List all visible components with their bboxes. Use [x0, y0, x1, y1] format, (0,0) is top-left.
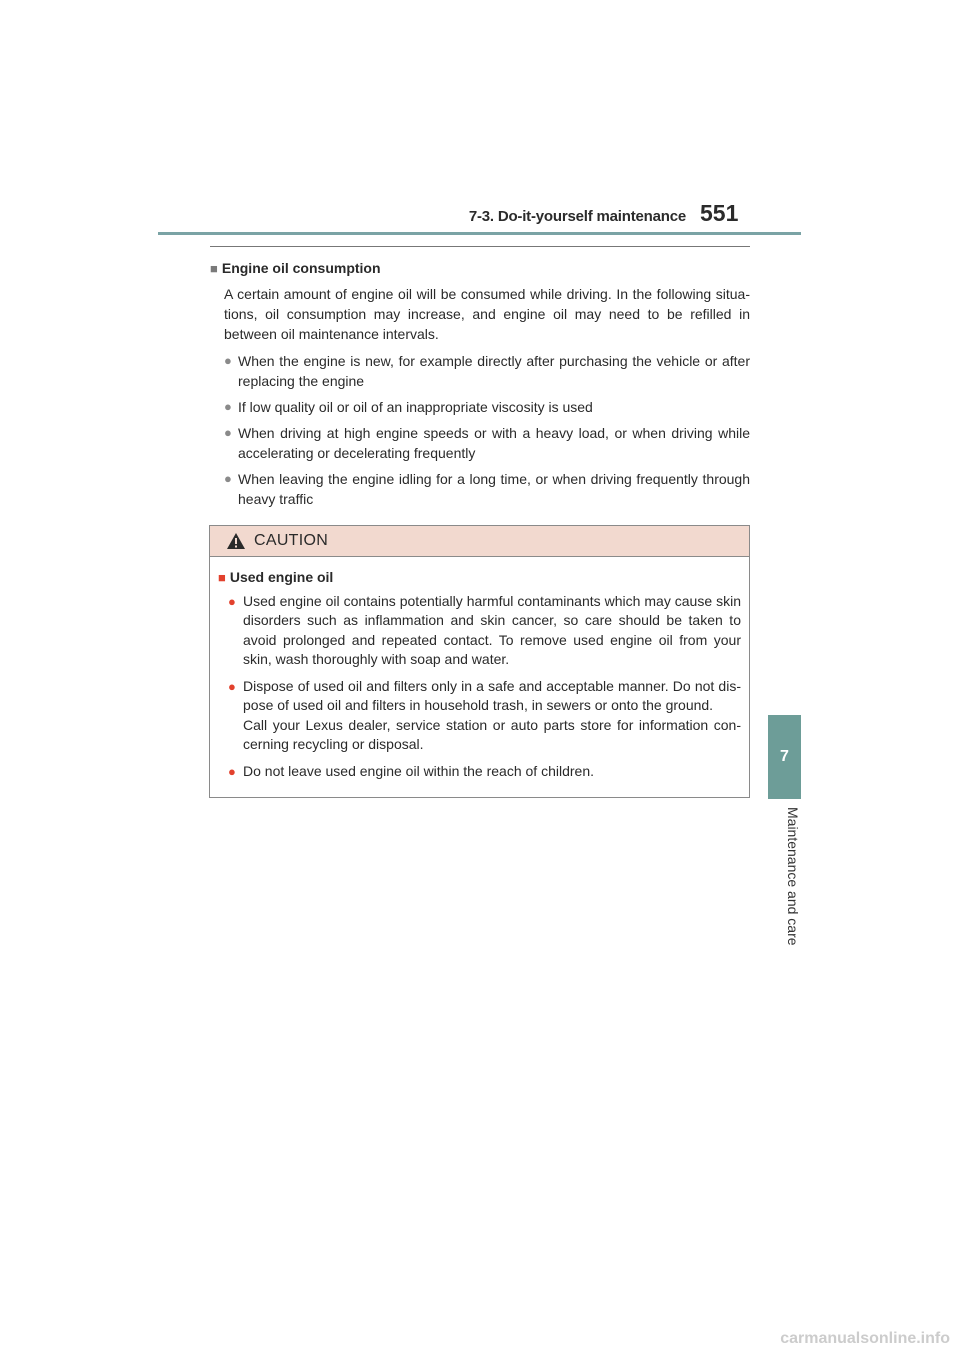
caution-heading-text: Used engine oil	[229, 569, 334, 585]
warning-triangle-icon	[226, 532, 246, 550]
chapter-label: Maintenance and care	[785, 807, 801, 946]
list-item	[224, 469, 750, 509]
section-intro: A certain amount of engine oil will be consumed while driving. In the following situa-tions, oil consumption may increase, and engine oil may need to be refilled in between oil maintenance intervals.	[224, 286, 750, 342]
chapter-number: 7	[780, 748, 789, 765]
circle-bullet-icon: ●	[228, 593, 236, 609]
caution-body	[210, 557, 749, 781]
caution-header	[210, 526, 749, 557]
caution-heading	[218, 568, 741, 588]
caution-title: CAUTION	[254, 532, 329, 549]
caution-list-item	[228, 592, 741, 670]
list-item-text: When driving at high engine speeds or with a heavy load, or when driving while accelerating or decelerating frequently	[238, 425, 750, 461]
section-heading	[210, 258, 750, 279]
circle-bullet-icon: ●	[224, 425, 232, 440]
list-item-text: When leaving the engine idling for a long time, or when driving frequently through heavy traffic	[238, 471, 750, 507]
circle-bullet-icon: ●	[224, 471, 232, 486]
square-bullet-icon: ■	[218, 570, 226, 585]
section-heading-text: Engine oil consumption	[221, 260, 381, 276]
list-item	[224, 423, 750, 463]
caution-item-text: Call your Lexus dealer, service station or auto parts store for information con-cerning recycling or disposal.	[243, 716, 741, 752]
circle-bullet-icon: ●	[224, 399, 232, 414]
list-item	[224, 351, 750, 391]
circle-bullet-icon: ●	[228, 678, 236, 694]
caution-list-item	[228, 677, 741, 755]
circle-bullet-icon: ●	[224, 353, 232, 368]
header-rule	[158, 232, 801, 235]
list-item-text: When the engine is new, for example directly after purchasing the vehicle or after replacing the engine	[238, 353, 750, 389]
engine-oil-consumption-section	[210, 258, 750, 515]
caution-item-text: Dispose of used oil and filters only in a safe and acceptable manner. Do not dis-pose of used oil and filters in household trash, in sewers or onto the ground.	[243, 677, 741, 713]
header-section-title: 7-3. Do-it-yourself maintenance	[468, 208, 686, 225]
list-item	[224, 397, 750, 417]
caution-box	[209, 525, 750, 798]
square-bullet-icon: ■	[210, 261, 218, 276]
page-number: 551	[700, 200, 739, 226]
caution-item-text: Do not leave used engine oil within the reach of children.	[243, 762, 594, 779]
caution-list-item	[228, 762, 741, 782]
list-item-text: If low quality oil or oil of an inappropriate viscosity is used	[238, 399, 593, 415]
chapter-tab	[768, 715, 801, 799]
watermark: carmanualsonline.info	[780, 1330, 950, 1347]
circle-bullet-icon: ●	[228, 763, 236, 779]
content-rule	[210, 246, 750, 247]
caution-item-text: Used engine oil contains potentially harmful contaminants which may cause skin disorders such as inflammation and skin cancer, so care should be taken to avoid prolonged and repeated contact. To remove used engine oil from your skin, wash thoroughly with soap and water.	[243, 592, 741, 667]
